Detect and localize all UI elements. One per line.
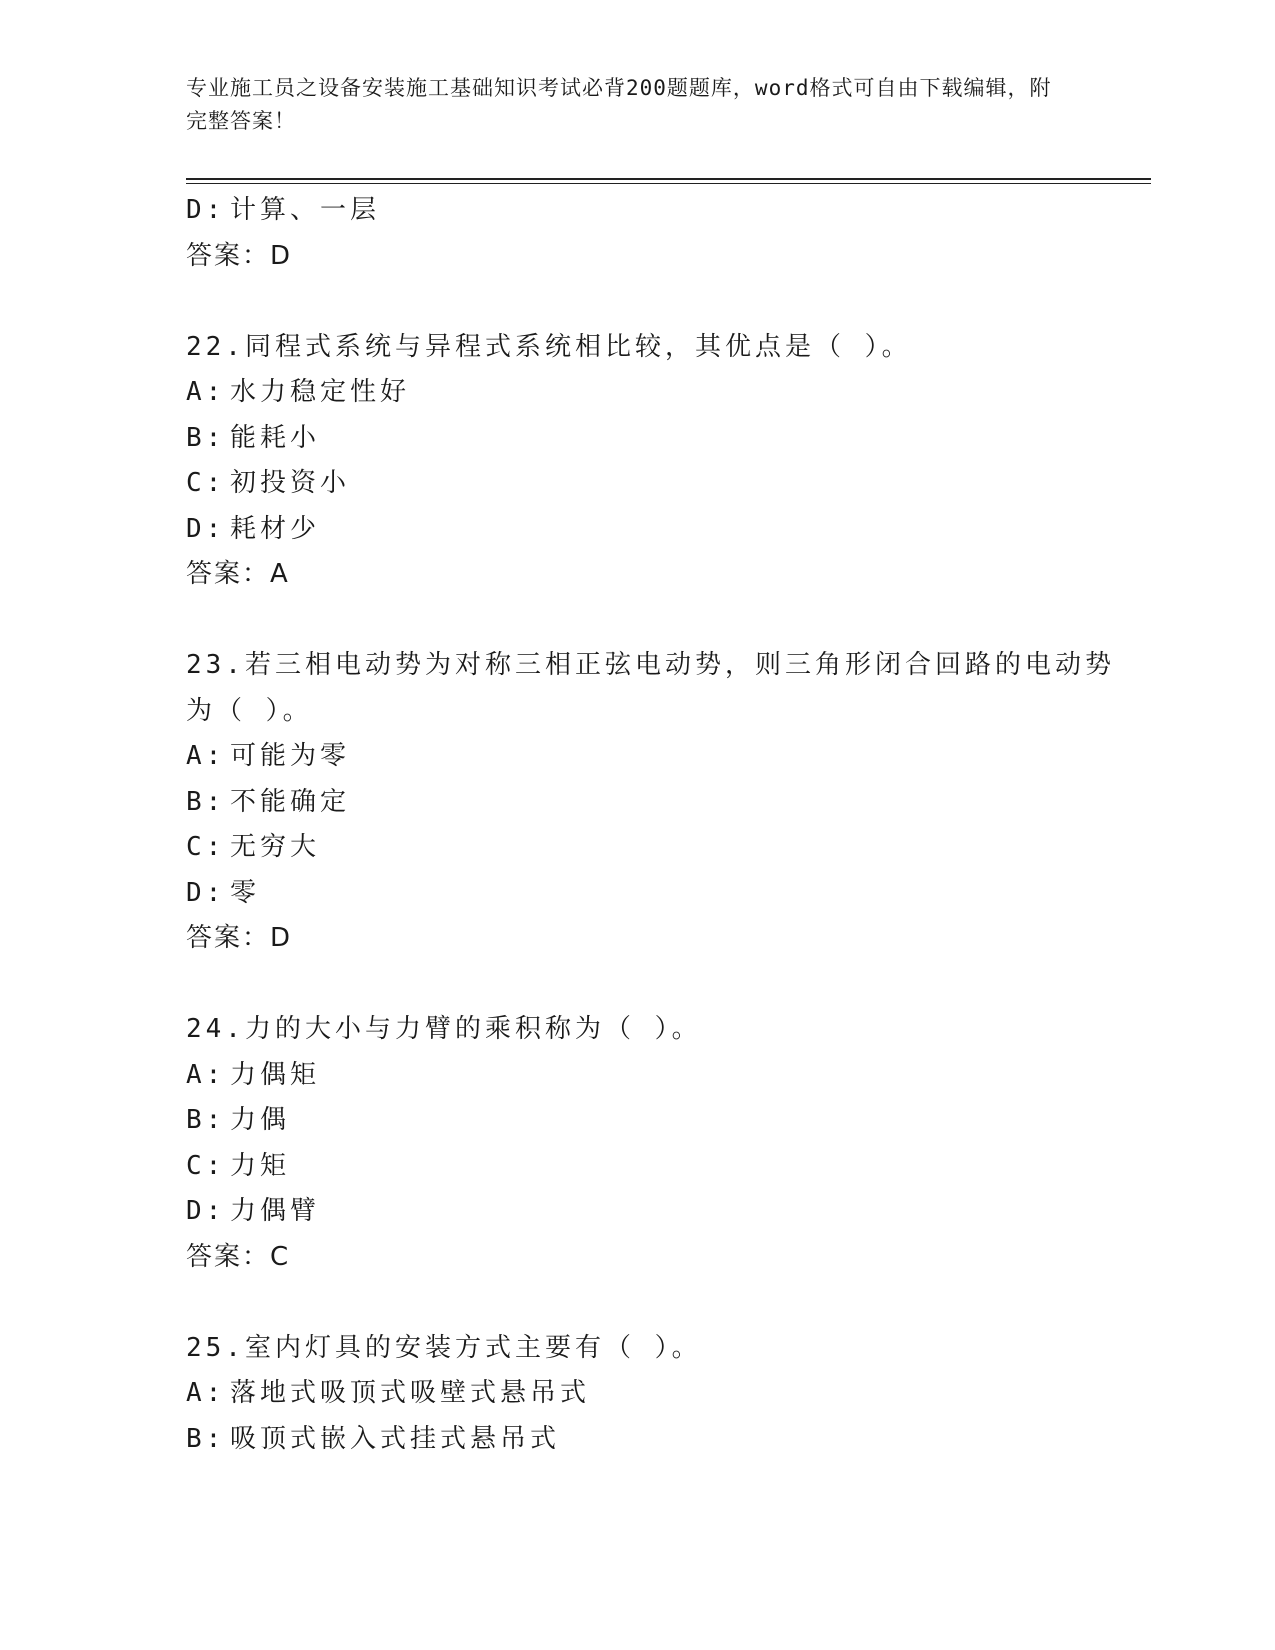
page-header: 专业施工员之设备安装施工基础知识考试必背200题题库，word格式可自由下载编辑，附完整答案！	[186, 76, 1052, 133]
option-b: B: 不能确定	[186, 786, 351, 817]
option-c: C: 无穷大	[186, 832, 321, 862]
question-25	[186, 1326, 1086, 1463]
question-stem: 25.室内灯具的安装方式主要有（ ）。	[186, 1332, 702, 1363]
option-c: C: 初投资小	[186, 468, 351, 498]
answer: 答案：D	[186, 923, 293, 953]
question-stem-line-2: 为（ ）。	[186, 695, 313, 726]
question-22	[186, 325, 1086, 598]
option-d: D: 零	[186, 877, 261, 908]
question-stem: 22.同程式系统与异程式系统相比较，其优点是（ ）。	[186, 331, 912, 362]
question-list	[186, 188, 1115, 1462]
option-a: A: 力偶矩	[186, 1059, 321, 1090]
header-rule-thick	[186, 178, 1151, 180]
option-d: D: 力偶臂	[186, 1196, 321, 1226]
answer: 答案：A	[186, 559, 290, 589]
option-b: B: 力偶	[186, 1105, 291, 1135]
answer: 答案：C	[186, 1241, 291, 1272]
option-a: A: 可能为零	[186, 741, 351, 771]
option-d: D: 耗材少	[186, 513, 321, 544]
question-stem: 24.力的大小与力臂的乘积称为（ ）。	[186, 1014, 702, 1044]
answer: 答案：D	[186, 240, 293, 271]
option-a: A: 落地式吸顶式吸壁式悬吊式	[186, 1378, 591, 1408]
header-rule-thin	[186, 183, 1151, 184]
option-b: B: 能耗小	[186, 422, 321, 453]
question-stem-line-1: 23.若三相电动势为对称三相正弦电动势，则三角形闭合回路的电动势	[186, 650, 1115, 680]
option-b: B: 吸顶式嵌入式挂式悬吊式	[186, 1423, 561, 1454]
option-c: C: 力矩	[186, 1150, 291, 1181]
option-d: D: 计算、一层	[186, 195, 381, 225]
question-23	[186, 643, 1115, 962]
option-a: A: 水力稳定性好	[186, 377, 411, 407]
question-24	[186, 1007, 1086, 1280]
